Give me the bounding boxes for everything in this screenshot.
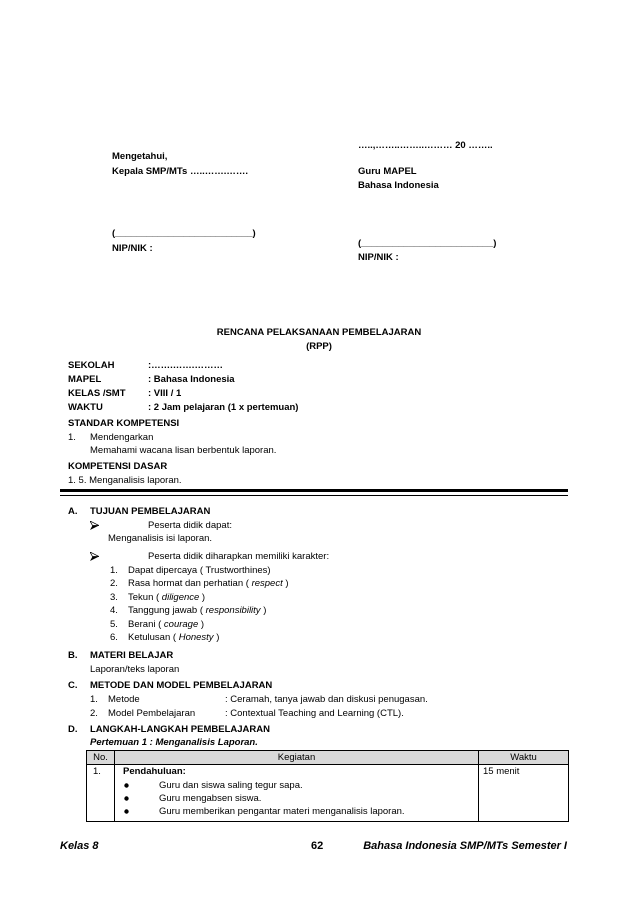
character-close: ) <box>267 565 271 576</box>
character-number: 2. <box>110 578 118 589</box>
section-b-heading: MATERI BELAJAR <box>90 650 174 661</box>
bullet-dot-icon <box>124 783 129 788</box>
identity-label: MAPEL <box>68 374 102 385</box>
page-number: 62 <box>311 840 324 852</box>
footer-book-title: Bahasa Indonesia SMP/MTs Semester I <box>363 840 567 852</box>
table-header-row <box>87 751 569 765</box>
character-text: Tekun ( <box>128 592 162 603</box>
identity-value: :…….…….……… <box>148 360 223 371</box>
character-item <box>128 619 204 631</box>
method-number: 1. <box>90 694 98 705</box>
character-term: Trustworthines <box>205 565 268 576</box>
character-intro: Peserta didik diharapkan memiliki karakter: <box>148 551 330 562</box>
character-close: ) <box>213 632 220 643</box>
row-duration: 15 menit <box>479 765 569 822</box>
character-item <box>128 592 205 604</box>
row-activity <box>115 765 479 822</box>
standar-kompetensi-heading: STANDAR KOMPETENSI <box>68 418 180 429</box>
activity-step-text: Guru dan siswa saling tegur sapa. <box>159 779 303 791</box>
column-header-no: No. <box>87 751 115 765</box>
character-term: Honesty <box>178 632 214 643</box>
character-text: Berani ( <box>128 619 164 630</box>
character-number: 4. <box>110 605 118 616</box>
activity-step-text: Guru mengabsen siswa. <box>159 792 262 804</box>
table-row <box>87 765 569 822</box>
character-item <box>128 578 289 590</box>
principal-signature-line: (__________________________) <box>112 228 256 239</box>
method-label: Model Pembelajaran <box>108 708 196 719</box>
subject-label: Bahasa Indonesia <box>358 180 439 191</box>
acknowledged-label: Mengetahui, <box>112 151 168 162</box>
method-value: : Ceramah, tanya jawab dan diskusi penugasan. <box>225 694 428 705</box>
column-header-time: Waktu <box>479 751 569 765</box>
footer-class: Kelas 8 <box>60 840 99 852</box>
standar-kompetensi-description: Memahami wacana lisan berbentuk laporan. <box>90 445 277 456</box>
character-number: 5. <box>110 619 118 630</box>
principal-label: Kepala SMP/MTs …..…….……. <box>112 166 249 177</box>
document-title-abbr: (RPP) <box>306 341 332 352</box>
character-number: 3. <box>110 592 118 603</box>
activity-step <box>123 779 474 792</box>
row-number: 1. <box>87 765 115 822</box>
character-close: ) <box>260 605 267 616</box>
section-d-heading: LANGKAH-LANGKAH PEMBELAJARAN <box>90 724 270 735</box>
goal-intro: Peserta didik dapat: <box>148 520 232 531</box>
section-b-letter: B. <box>68 650 78 661</box>
character-term: respect <box>251 578 283 589</box>
arrowhead-bullet-icon <box>90 521 99 530</box>
identity-label: WAKTU <box>68 402 103 413</box>
character-text: Dapat dipercaya ( <box>128 565 206 576</box>
activity-phase: Pendahuluan: <box>123 766 186 777</box>
teacher-signature-line: (_________________________) <box>358 238 497 249</box>
character-number: 6. <box>110 632 118 643</box>
section-c-letter: C. <box>68 680 78 691</box>
section-a-heading: TUJUAN PEMBELAJARAN <box>90 506 211 517</box>
bullet-dot-icon <box>124 809 129 814</box>
double-rule-thin <box>60 495 568 496</box>
standar-kompetensi-skill: Mendengarkan <box>90 432 154 443</box>
column-header-activity: Kegiatan <box>115 751 479 765</box>
document-title: RENCANA PELAKSANAAN PEMBELAJARAN <box>216 327 422 338</box>
character-close: ) <box>199 592 206 603</box>
character-number: 1. <box>110 565 118 576</box>
section-b-content: Laporan/teks laporan <box>90 664 180 675</box>
section-d-letter: D. <box>68 724 78 735</box>
principal-nip: NIP/NIK : <box>112 243 153 254</box>
character-term: responsibility <box>205 605 261 616</box>
double-rule-thick <box>60 489 568 492</box>
activity-step <box>123 792 474 805</box>
character-term: courage <box>163 619 199 630</box>
standar-kompetensi-number: 1. <box>68 432 76 443</box>
character-text: Tanggung jawab ( <box>128 605 206 616</box>
teacher-label: Guru MAPEL <box>358 166 417 177</box>
identity-label: SEKOLAH <box>68 360 115 371</box>
identity-label: KELAS /SMT <box>68 388 126 399</box>
activity-step-text: Guru memberikan pengantar materi menganalisis laporan. <box>159 805 405 817</box>
identity-value: : Bahasa Indonesia <box>148 374 235 385</box>
character-item <box>128 632 219 644</box>
section-a-letter: A. <box>68 506 78 517</box>
character-text: Ketulusan ( <box>128 632 179 643</box>
method-number: 2. <box>90 708 98 719</box>
kompetensi-dasar-heading: KOMPETENSI DASAR <box>68 461 168 472</box>
date-line: …..,……..……..……… 20 …….. <box>358 140 493 151</box>
identity-value: : 2 Jam pelajaran (1 x pertemuan) <box>148 402 299 413</box>
kompetensi-dasar-item: 1. 5. Menganalisis laporan. <box>68 475 182 486</box>
character-term: diligence <box>161 592 200 603</box>
character-text: Rasa hormat dan perhatian ( <box>128 578 252 589</box>
activity-step <box>123 805 474 818</box>
goal-text: Menganalisis isi laporan. <box>108 533 213 544</box>
bullet-dot-icon <box>124 796 129 801</box>
character-item <box>128 605 266 617</box>
meeting-title: Pertemuan 1 : Menganalisis Laporan. <box>90 737 258 748</box>
character-item <box>128 565 271 577</box>
character-close: ) <box>282 578 289 589</box>
lesson-steps-table <box>86 750 569 822</box>
section-c-heading: METODE DAN MODEL PEMBELAJARAN <box>90 680 273 691</box>
teacher-nip: NIP/NIK : <box>358 252 399 263</box>
character-close: ) <box>198 619 205 630</box>
arrowhead-bullet-icon <box>90 552 99 561</box>
identity-value: : VIII / 1 <box>148 388 182 399</box>
method-label: Metode <box>108 694 140 705</box>
method-value: : Contextual Teaching and Learning (CTL). <box>225 708 404 719</box>
